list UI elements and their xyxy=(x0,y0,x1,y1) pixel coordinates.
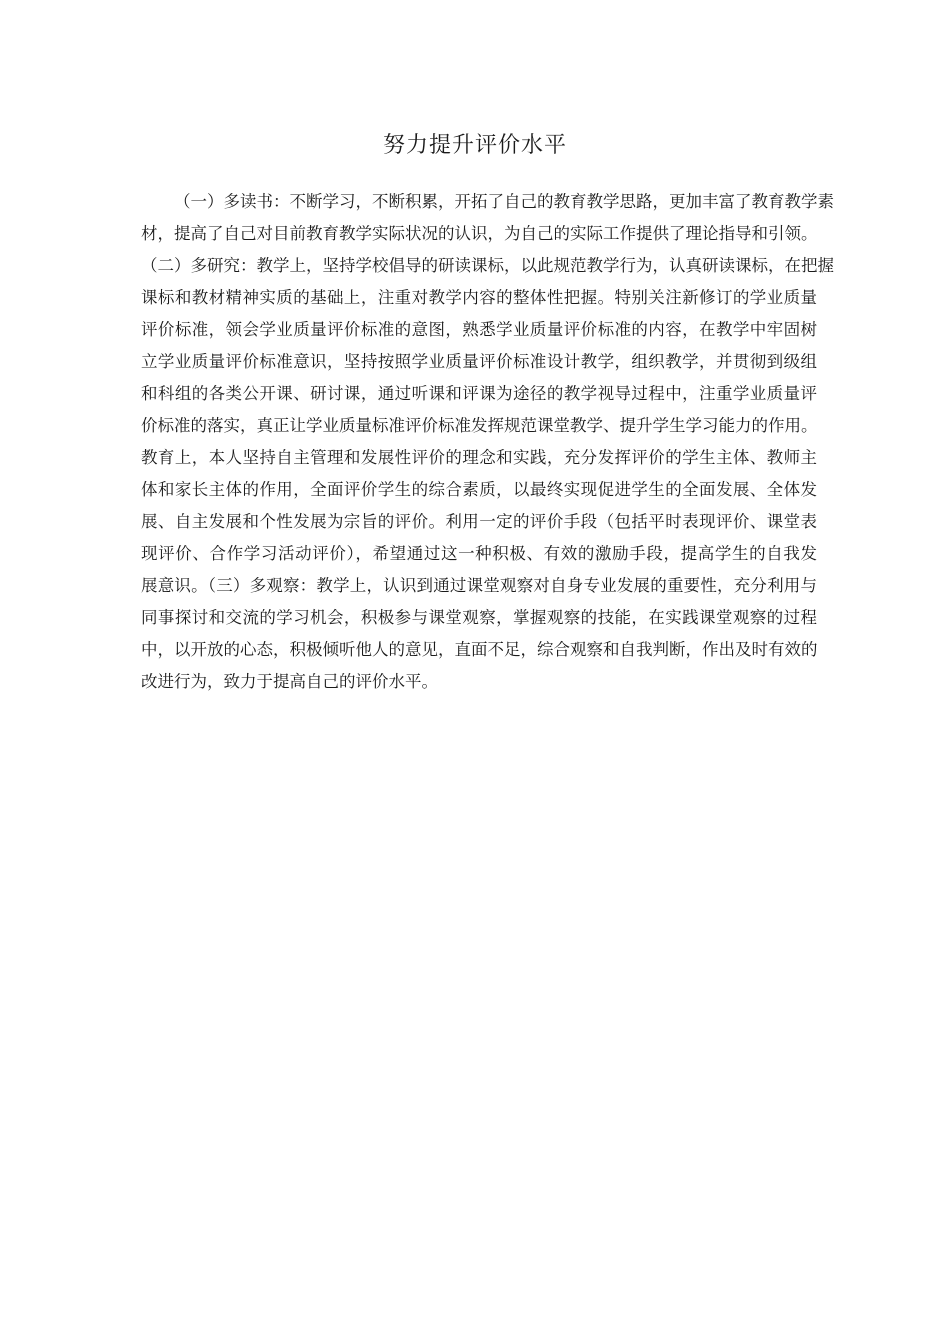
body-line: 教育上，本人坚持自主管理和发展性评价的理念和实践，充分发挥评价的学生主体、教师主 xyxy=(141,448,817,467)
body-line: 立学业质量评价标准意识，坚持按照学业质量评价标准设计教学，组织教学，并贯彻到级组 xyxy=(141,352,817,371)
body-line: （一）多读书：不断学习，不断积累，开拓了自己的教育教学思路，更加丰富了教育教学素 xyxy=(174,192,834,211)
body-line: 体和家长主体的作用，全面评价学生的综合素质，以最终实现促进学生的全面发展、全体发 xyxy=(141,480,817,499)
body-line: 价标准的落实，真正让学业质量标准评价标准发挥规范课堂教学、提升学生学习能力的作用。 xyxy=(141,416,818,435)
body-line: 和科组的各类公开课、研讨课，通过听课和评课为途径的教学视导过程中，注重学业质量评 xyxy=(141,384,817,403)
body-line: 展意识。（三）多观察：教学上，认识到通过课堂观察对自身专业发展的重要性，充分利用与 xyxy=(141,576,817,595)
body-line: 材，提高了自己对目前教育教学实际状况的认识，为自己的实际工作提供了理论指导和引领。 xyxy=(141,224,818,243)
body-line: 现评价、合作学习活动评价），希望通过这一种积极、有效的激励手段，提高学生的自我发 xyxy=(141,544,817,563)
body-line: 课标和教材精神实质的基础上，注重对教学内容的整体性把握。特别关注新修订的学业质量 xyxy=(141,288,817,307)
body-line: （二）多研究：教学上，坚持学校倡导的研读课标，以此规范教学行为，认真研读课标，在把握 xyxy=(141,256,834,275)
document-title: 努力提升评价水平 xyxy=(382,133,567,158)
body-line: 同事探讨和交流的学习机会，积极参与课堂观察，掌握观察的技能，在实践课堂观察的过程 xyxy=(141,608,817,627)
body-line: 评价标准，领会学业质量评价标准的意图，熟悉学业质量评价标准的内容，在教学中牢固树 xyxy=(141,320,817,339)
body-line: 展、自主发展和个性发展为宗旨的评价。利用一定的评价手段（包括平时表现评价、课堂表 xyxy=(141,512,817,531)
body-line: 中，以开放的心态，积极倾听他人的意见，直面不足，综合观察和自我判断，作出及时有效的 xyxy=(141,640,818,659)
body-line: 改进行为，致力于提高自己的评价水平。 xyxy=(141,672,438,691)
document-body xyxy=(141,186,834,698)
